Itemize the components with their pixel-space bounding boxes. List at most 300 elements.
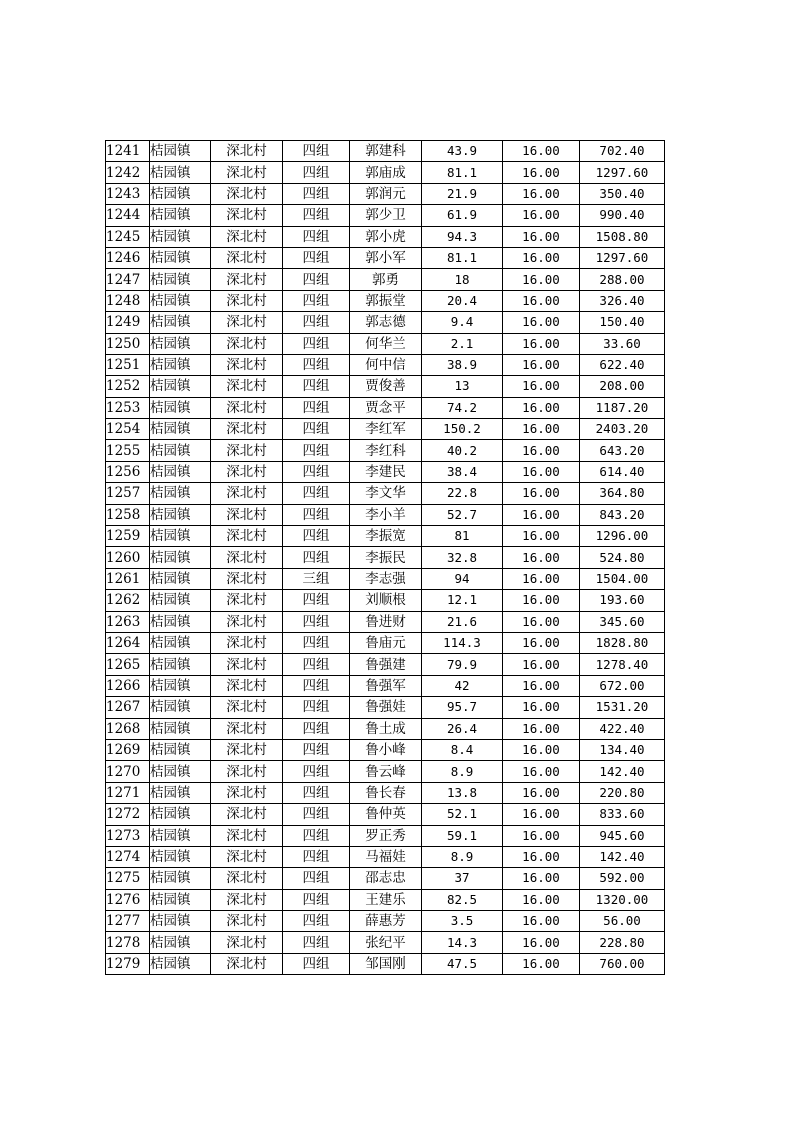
town-cell: 桔园镇 — [150, 846, 211, 867]
table-row — [106, 911, 665, 932]
amount-cell: 1508.80 — [580, 226, 665, 247]
person-name-cell: 李志强 — [350, 568, 422, 589]
rate-cell: 16.00 — [503, 782, 580, 803]
town-cell: 桔园镇 — [150, 718, 211, 739]
village-cell: 深北村 — [211, 141, 283, 162]
group-cell: 四组 — [283, 269, 350, 290]
town-cell: 桔园镇 — [150, 632, 211, 653]
rate-cell: 16.00 — [503, 761, 580, 782]
record-number-cell: 1257 — [106, 483, 150, 504]
group-cell: 四组 — [283, 782, 350, 803]
town-cell: 桔园镇 — [150, 290, 211, 311]
village-cell: 深北村 — [211, 419, 283, 440]
amount-cell: 1297.60 — [580, 247, 665, 268]
table-row — [106, 312, 665, 333]
rate-cell: 16.00 — [503, 889, 580, 910]
amount-cell: 1297.60 — [580, 162, 665, 183]
record-number-cell: 1263 — [106, 611, 150, 632]
town-cell: 桔园镇 — [150, 269, 211, 290]
village-cell: 深北村 — [211, 804, 283, 825]
area-cell: 81.1 — [422, 247, 503, 268]
table-row — [106, 440, 665, 461]
village-cell: 深北村 — [211, 205, 283, 226]
record-number-cell: 1273 — [106, 825, 150, 846]
rate-cell: 16.00 — [503, 804, 580, 825]
group-cell: 四组 — [283, 889, 350, 910]
table-row — [106, 376, 665, 397]
amount-cell: 1504.00 — [580, 568, 665, 589]
village-cell: 深北村 — [211, 590, 283, 611]
village-cell: 深北村 — [211, 397, 283, 418]
area-cell: 21.9 — [422, 183, 503, 204]
group-cell: 四组 — [283, 247, 350, 268]
person-name-cell: 鲁土成 — [350, 718, 422, 739]
village-cell: 深北村 — [211, 568, 283, 589]
person-name-cell: 张纪平 — [350, 932, 422, 953]
rate-cell: 16.00 — [503, 226, 580, 247]
table-row — [106, 739, 665, 760]
area-cell: 18 — [422, 269, 503, 290]
record-number-cell: 1256 — [106, 461, 150, 482]
area-cell: 79.9 — [422, 654, 503, 675]
person-name-cell: 刘顺根 — [350, 590, 422, 611]
village-cell: 深北村 — [211, 675, 283, 696]
village-cell: 深北村 — [211, 911, 283, 932]
table-row — [106, 804, 665, 825]
table-row — [106, 504, 665, 525]
rate-cell: 16.00 — [503, 611, 580, 632]
person-name-cell: 郭勇 — [350, 269, 422, 290]
record-number-cell: 1261 — [106, 568, 150, 589]
town-cell: 桔园镇 — [150, 354, 211, 375]
group-cell: 四组 — [283, 205, 350, 226]
rate-cell: 16.00 — [503, 397, 580, 418]
area-cell: 94.3 — [422, 226, 503, 247]
town-cell: 桔园镇 — [150, 205, 211, 226]
amount-cell: 228.80 — [580, 932, 665, 953]
group-cell: 四组 — [283, 290, 350, 311]
amount-cell: 614.40 — [580, 461, 665, 482]
table-row — [106, 654, 665, 675]
village-cell: 深北村 — [211, 632, 283, 653]
rate-cell: 16.00 — [503, 504, 580, 525]
record-number-cell: 1276 — [106, 889, 150, 910]
group-cell: 四组 — [283, 739, 350, 760]
person-name-cell: 郭庙成 — [350, 162, 422, 183]
village-cell: 深北村 — [211, 739, 283, 760]
village-cell: 深北村 — [211, 461, 283, 482]
area-cell: 8.9 — [422, 761, 503, 782]
table-row — [106, 247, 665, 268]
village-cell: 深北村 — [211, 654, 283, 675]
area-cell: 114.3 — [422, 632, 503, 653]
rate-cell: 16.00 — [503, 162, 580, 183]
town-cell: 桔园镇 — [150, 697, 211, 718]
village-cell: 深北村 — [211, 483, 283, 504]
town-cell: 桔园镇 — [150, 183, 211, 204]
table-row — [106, 461, 665, 482]
rate-cell: 16.00 — [503, 590, 580, 611]
rate-cell: 16.00 — [503, 354, 580, 375]
town-cell: 桔园镇 — [150, 312, 211, 333]
group-cell: 四组 — [283, 333, 350, 354]
group-cell: 四组 — [283, 718, 350, 739]
table-row — [106, 568, 665, 589]
group-cell: 三组 — [283, 568, 350, 589]
amount-cell: 643.20 — [580, 440, 665, 461]
amount-cell: 142.40 — [580, 846, 665, 867]
person-name-cell: 郭小虎 — [350, 226, 422, 247]
person-name-cell: 邹国刚 — [350, 953, 422, 974]
table-row — [106, 547, 665, 568]
amount-cell: 208.00 — [580, 376, 665, 397]
amount-cell: 945.60 — [580, 825, 665, 846]
record-number-cell: 1269 — [106, 739, 150, 760]
area-cell: 81 — [422, 526, 503, 547]
group-cell: 四组 — [283, 632, 350, 653]
person-name-cell: 郭小军 — [350, 247, 422, 268]
town-cell: 桔园镇 — [150, 804, 211, 825]
person-name-cell: 李红军 — [350, 419, 422, 440]
record-number-cell: 1277 — [106, 911, 150, 932]
group-cell: 四组 — [283, 141, 350, 162]
amount-cell: 350.40 — [580, 183, 665, 204]
town-cell: 桔园镇 — [150, 483, 211, 504]
group-cell: 四组 — [283, 697, 350, 718]
area-cell: 74.2 — [422, 397, 503, 418]
town-cell: 桔园镇 — [150, 376, 211, 397]
table-row — [106, 889, 665, 910]
amount-cell: 56.00 — [580, 911, 665, 932]
amount-cell: 193.60 — [580, 590, 665, 611]
person-name-cell: 李小羊 — [350, 504, 422, 525]
record-number-cell: 1246 — [106, 247, 150, 268]
group-cell: 四组 — [283, 526, 350, 547]
group-cell: 四组 — [283, 675, 350, 696]
village-cell: 深北村 — [211, 611, 283, 632]
village-cell: 深北村 — [211, 761, 283, 782]
area-cell: 26.4 — [422, 718, 503, 739]
rate-cell: 16.00 — [503, 440, 580, 461]
area-cell: 40.2 — [422, 440, 503, 461]
rate-cell: 16.00 — [503, 675, 580, 696]
area-cell: 9.4 — [422, 312, 503, 333]
amount-cell: 1320.00 — [580, 889, 665, 910]
table-row — [106, 761, 665, 782]
table-row — [106, 846, 665, 867]
amount-cell: 833.60 — [580, 804, 665, 825]
record-number-cell: 1249 — [106, 312, 150, 333]
area-cell: 20.4 — [422, 290, 503, 311]
village-cell: 深北村 — [211, 697, 283, 718]
area-cell: 61.9 — [422, 205, 503, 226]
town-cell: 桔园镇 — [150, 675, 211, 696]
record-number-cell: 1279 — [106, 953, 150, 974]
group-cell: 四组 — [283, 440, 350, 461]
town-cell: 桔园镇 — [150, 247, 211, 268]
group-cell: 四组 — [283, 504, 350, 525]
area-cell: 2.1 — [422, 333, 503, 354]
table-row — [106, 141, 665, 162]
table-row — [106, 290, 665, 311]
rate-cell: 16.00 — [503, 718, 580, 739]
town-cell: 桔园镇 — [150, 782, 211, 803]
area-cell: 59.1 — [422, 825, 503, 846]
area-cell: 3.5 — [422, 911, 503, 932]
area-cell: 32.8 — [422, 547, 503, 568]
record-number-cell: 1245 — [106, 226, 150, 247]
area-cell: 82.5 — [422, 889, 503, 910]
table-row — [106, 953, 665, 974]
area-cell: 13 — [422, 376, 503, 397]
town-cell: 桔园镇 — [150, 932, 211, 953]
town-cell: 桔园镇 — [150, 761, 211, 782]
town-cell: 桔园镇 — [150, 590, 211, 611]
village-cell: 深北村 — [211, 376, 283, 397]
record-number-cell: 1268 — [106, 718, 150, 739]
amount-cell: 150.40 — [580, 312, 665, 333]
town-cell: 桔园镇 — [150, 868, 211, 889]
person-name-cell: 王建乐 — [350, 889, 422, 910]
record-number-cell: 1262 — [106, 590, 150, 611]
group-cell: 四组 — [283, 932, 350, 953]
table-row — [106, 825, 665, 846]
table-row — [106, 782, 665, 803]
group-cell: 四组 — [283, 547, 350, 568]
amount-cell: 345.60 — [580, 611, 665, 632]
town-cell: 桔园镇 — [150, 141, 211, 162]
person-name-cell: 鲁强军 — [350, 675, 422, 696]
person-name-cell: 李红科 — [350, 440, 422, 461]
rate-cell: 16.00 — [503, 697, 580, 718]
rate-cell: 16.00 — [503, 953, 580, 974]
amount-cell: 760.00 — [580, 953, 665, 974]
town-cell: 桔园镇 — [150, 911, 211, 932]
record-number-cell: 1241 — [106, 141, 150, 162]
town-cell: 桔园镇 — [150, 889, 211, 910]
record-number-cell: 1265 — [106, 654, 150, 675]
town-cell: 桔园镇 — [150, 333, 211, 354]
village-cell: 深北村 — [211, 226, 283, 247]
person-name-cell: 李文华 — [350, 483, 422, 504]
group-cell: 四组 — [283, 397, 350, 418]
town-cell: 桔园镇 — [150, 397, 211, 418]
area-cell: 22.8 — [422, 483, 503, 504]
record-number-cell: 1258 — [106, 504, 150, 525]
record-number-cell: 1260 — [106, 547, 150, 568]
record-number-cell: 1242 — [106, 162, 150, 183]
rate-cell: 16.00 — [503, 932, 580, 953]
table-row — [106, 611, 665, 632]
area-cell: 52.1 — [422, 804, 503, 825]
town-cell: 桔园镇 — [150, 440, 211, 461]
group-cell: 四组 — [283, 953, 350, 974]
rate-cell: 16.00 — [503, 290, 580, 311]
person-name-cell: 郭振堂 — [350, 290, 422, 311]
person-name-cell: 李振宽 — [350, 526, 422, 547]
group-cell: 四组 — [283, 825, 350, 846]
town-cell: 桔园镇 — [150, 953, 211, 974]
rate-cell: 16.00 — [503, 461, 580, 482]
rate-cell: 16.00 — [503, 547, 580, 568]
area-cell: 8.9 — [422, 846, 503, 867]
rate-cell: 16.00 — [503, 825, 580, 846]
amount-cell: 2403.20 — [580, 419, 665, 440]
group-cell: 四组 — [283, 846, 350, 867]
person-name-cell: 贾俊善 — [350, 376, 422, 397]
record-number-cell: 1247 — [106, 269, 150, 290]
village-cell: 深北村 — [211, 312, 283, 333]
person-name-cell: 鲁云峰 — [350, 761, 422, 782]
rate-cell: 16.00 — [503, 654, 580, 675]
group-cell: 四组 — [283, 183, 350, 204]
amount-cell: 288.00 — [580, 269, 665, 290]
table-row — [106, 269, 665, 290]
table-row — [106, 205, 665, 226]
area-cell: 37 — [422, 868, 503, 889]
group-cell: 四组 — [283, 761, 350, 782]
person-name-cell: 郭建科 — [350, 141, 422, 162]
person-name-cell: 邵志忠 — [350, 868, 422, 889]
village-cell: 深北村 — [211, 183, 283, 204]
person-name-cell: 李振民 — [350, 547, 422, 568]
record-number-cell: 1252 — [106, 376, 150, 397]
record-number-cell: 1266 — [106, 675, 150, 696]
area-cell: 47.5 — [422, 953, 503, 974]
rate-cell: 16.00 — [503, 183, 580, 204]
area-cell: 13.8 — [422, 782, 503, 803]
table-row — [106, 354, 665, 375]
amount-cell: 843.20 — [580, 504, 665, 525]
table-row — [106, 697, 665, 718]
table-row — [106, 183, 665, 204]
town-cell: 桔园镇 — [150, 739, 211, 760]
person-name-cell: 郭志德 — [350, 312, 422, 333]
record-number-cell: 1272 — [106, 804, 150, 825]
record-number-cell: 1254 — [106, 419, 150, 440]
town-cell: 桔园镇 — [150, 825, 211, 846]
amount-cell: 364.80 — [580, 483, 665, 504]
amount-cell: 1828.80 — [580, 632, 665, 653]
village-cell: 深北村 — [211, 269, 283, 290]
town-cell: 桔园镇 — [150, 419, 211, 440]
group-cell: 四组 — [283, 376, 350, 397]
group-cell: 四组 — [283, 354, 350, 375]
area-cell: 42 — [422, 675, 503, 696]
village-cell: 深北村 — [211, 889, 283, 910]
village-cell: 深北村 — [211, 547, 283, 568]
group-cell: 四组 — [283, 162, 350, 183]
person-name-cell: 郭润元 — [350, 183, 422, 204]
records-table-body — [106, 141, 665, 975]
rate-cell: 16.00 — [503, 632, 580, 653]
amount-cell: 220.80 — [580, 782, 665, 803]
table-row — [106, 675, 665, 696]
amount-cell: 672.00 — [580, 675, 665, 696]
village-cell: 深北村 — [211, 526, 283, 547]
village-cell: 深北村 — [211, 162, 283, 183]
amount-cell: 1278.40 — [580, 654, 665, 675]
village-cell: 深北村 — [211, 718, 283, 739]
group-cell: 四组 — [283, 226, 350, 247]
village-cell: 深北村 — [211, 953, 283, 974]
area-cell: 150.2 — [422, 419, 503, 440]
rate-cell: 16.00 — [503, 419, 580, 440]
amount-cell: 702.40 — [580, 141, 665, 162]
village-cell: 深北村 — [211, 846, 283, 867]
town-cell: 桔园镇 — [150, 611, 211, 632]
area-cell: 38.4 — [422, 461, 503, 482]
rate-cell: 16.00 — [503, 312, 580, 333]
amount-cell: 1296.00 — [580, 526, 665, 547]
village-cell: 深北村 — [211, 825, 283, 846]
group-cell: 四组 — [283, 804, 350, 825]
rate-cell: 16.00 — [503, 568, 580, 589]
amount-cell: 33.60 — [580, 333, 665, 354]
group-cell: 四组 — [283, 312, 350, 333]
amount-cell: 422.40 — [580, 718, 665, 739]
town-cell: 桔园镇 — [150, 526, 211, 547]
table-row — [106, 718, 665, 739]
area-cell: 21.6 — [422, 611, 503, 632]
amount-cell: 622.40 — [580, 354, 665, 375]
town-cell: 桔园镇 — [150, 226, 211, 247]
group-cell: 四组 — [283, 483, 350, 504]
record-number-cell: 1274 — [106, 846, 150, 867]
amount-cell: 142.40 — [580, 761, 665, 782]
record-number-cell: 1267 — [106, 697, 150, 718]
person-name-cell: 郭少卫 — [350, 205, 422, 226]
amount-cell: 326.40 — [580, 290, 665, 311]
amount-cell: 592.00 — [580, 868, 665, 889]
table-row — [106, 526, 665, 547]
town-cell: 桔园镇 — [150, 654, 211, 675]
amount-cell: 524.80 — [580, 547, 665, 568]
rate-cell: 16.00 — [503, 846, 580, 867]
group-cell: 四组 — [283, 868, 350, 889]
village-cell: 深北村 — [211, 782, 283, 803]
village-cell: 深北村 — [211, 290, 283, 311]
person-name-cell: 李建民 — [350, 461, 422, 482]
village-cell: 深北村 — [211, 354, 283, 375]
area-cell: 43.9 — [422, 141, 503, 162]
village-cell: 深北村 — [211, 440, 283, 461]
amount-cell: 990.40 — [580, 205, 665, 226]
record-number-cell: 1278 — [106, 932, 150, 953]
rate-cell: 16.00 — [503, 333, 580, 354]
table-row — [106, 632, 665, 653]
rate-cell: 16.00 — [503, 141, 580, 162]
amount-cell: 1187.20 — [580, 397, 665, 418]
rate-cell: 16.00 — [503, 376, 580, 397]
village-cell: 深北村 — [211, 932, 283, 953]
rate-cell: 16.00 — [503, 247, 580, 268]
table-row — [106, 226, 665, 247]
person-name-cell: 鲁强娃 — [350, 697, 422, 718]
village-cell: 深北村 — [211, 247, 283, 268]
town-cell: 桔园镇 — [150, 568, 211, 589]
amount-cell: 134.40 — [580, 739, 665, 760]
record-number-cell: 1255 — [106, 440, 150, 461]
table-row — [106, 932, 665, 953]
town-cell: 桔园镇 — [150, 162, 211, 183]
rate-cell: 16.00 — [503, 205, 580, 226]
village-cell: 深北村 — [211, 333, 283, 354]
area-cell: 12.1 — [422, 590, 503, 611]
rate-cell: 16.00 — [503, 739, 580, 760]
record-number-cell: 1275 — [106, 868, 150, 889]
rate-cell: 16.00 — [503, 483, 580, 504]
